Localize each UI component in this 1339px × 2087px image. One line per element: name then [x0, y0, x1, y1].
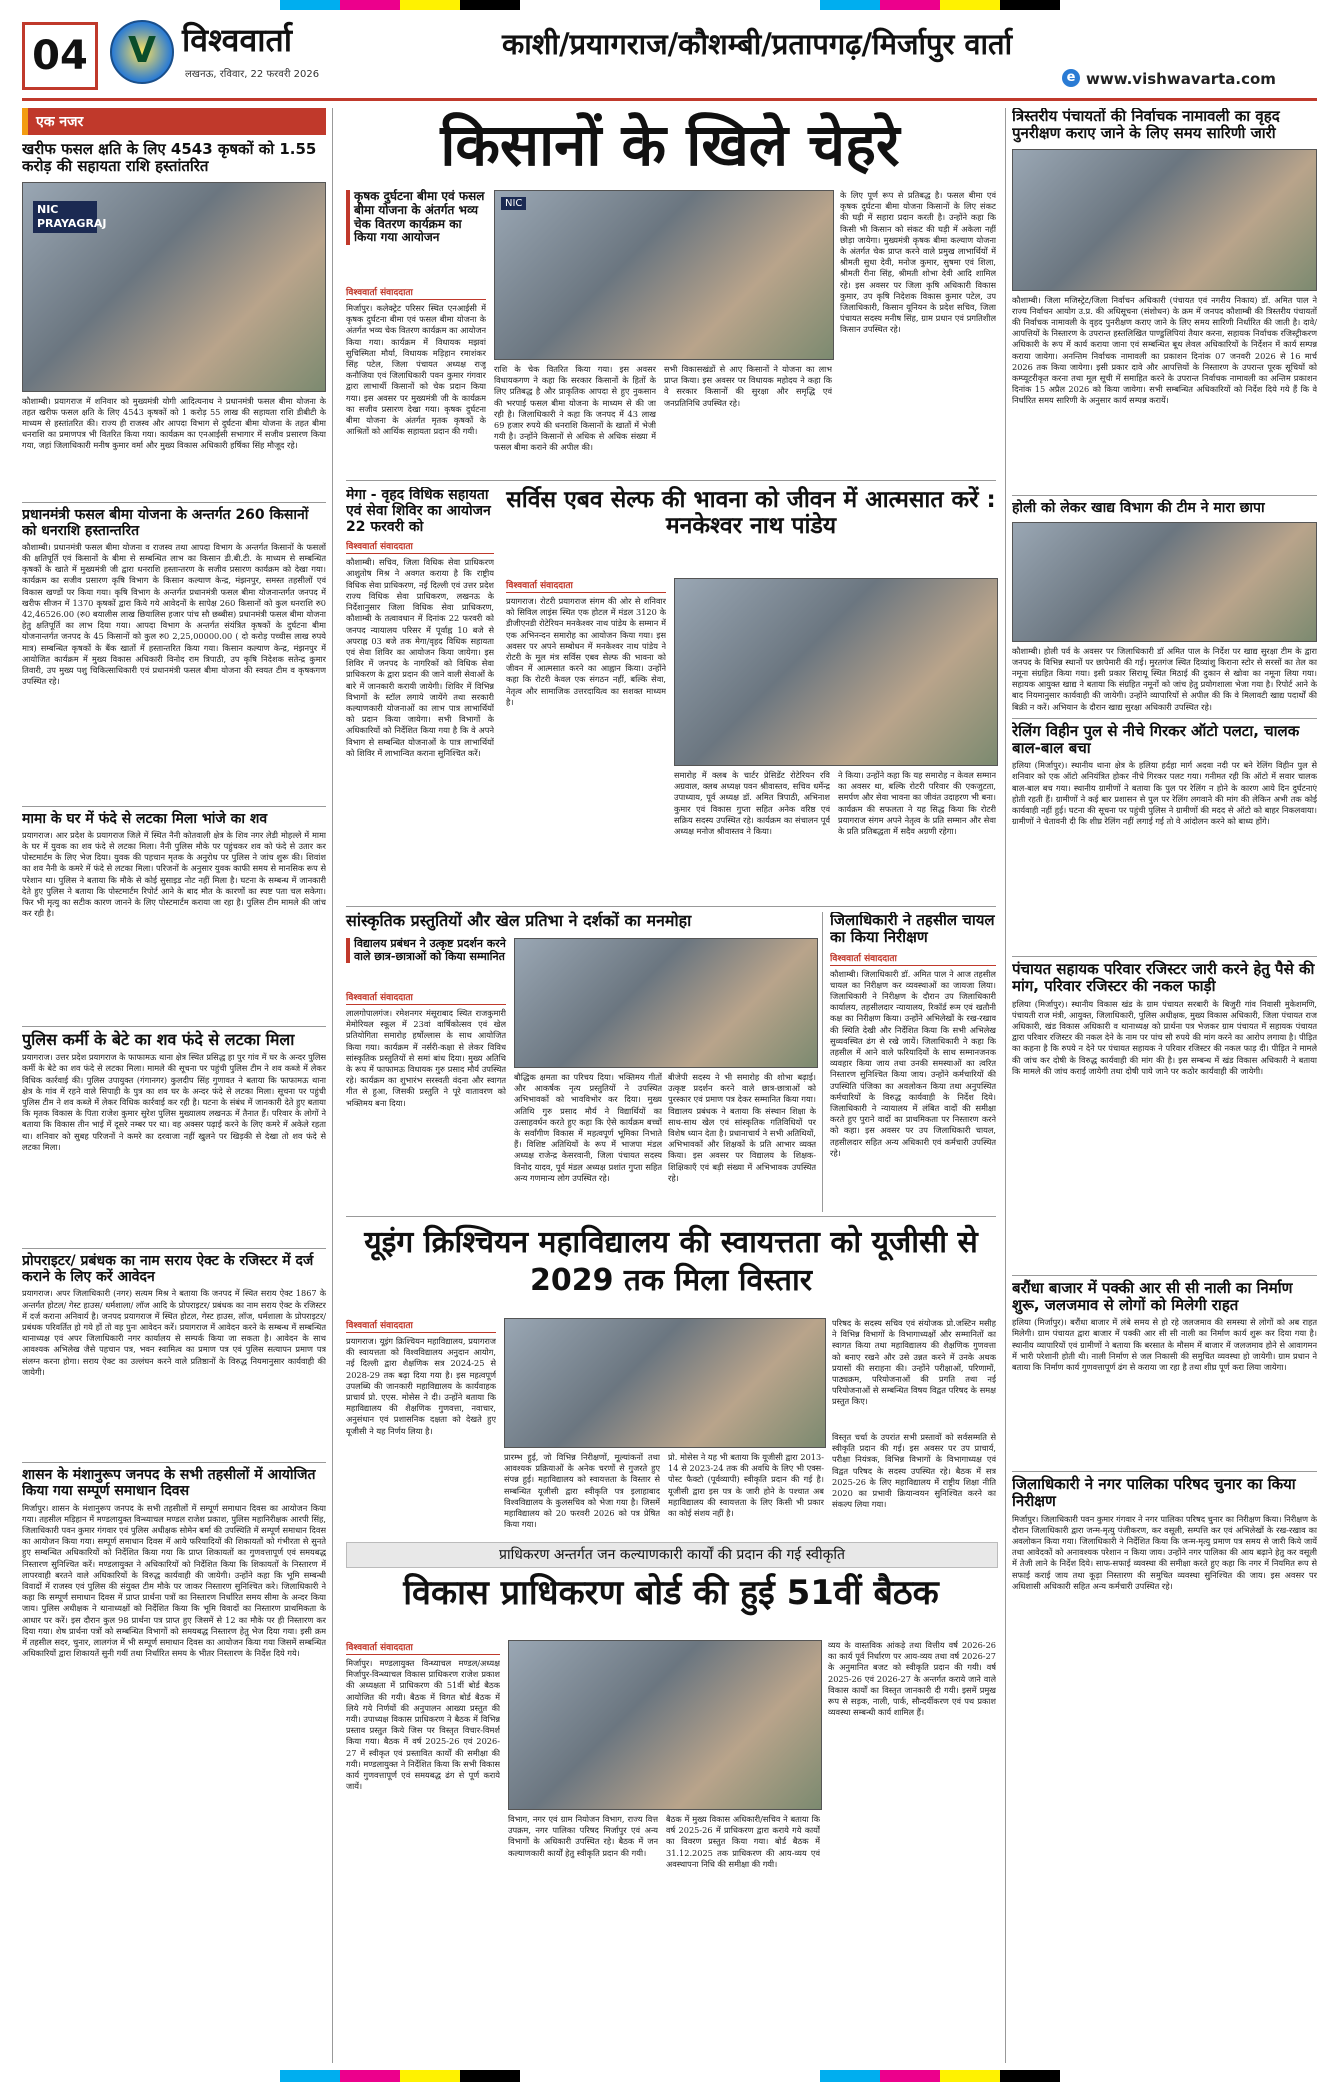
- section-tag: एक नजर: [22, 108, 326, 135]
- left-headline-4: पुलिस कर्मी के बेटे का शव फंदे से लटका मिला: [22, 1026, 326, 1049]
- college-body-1: प्रयागराज। यूइंग क्रिश्चियन महाविद्यालय, प्रयागराज की स्वायत्तता को विश्वविद्यालय अनुदान आयोग, नई दिल्ली द्वारा शैक्षणिक सत्र 2024-25 से 2028-29 तक बढ़ा दिया गया है। इस महत्वपूर्ण उपलब्धि की जानकारी महाविद्यालय के कार्यवाहक प्राचार्य प्रो. एएस. मोसेस ने दी। उन्होंने बताया कि महाविद्यालय की शैक्षणिक गुणवत्ता, नवाचार, अनुसंधान एवं प्रशासनिक दक्षता को देखते हुए यूजीसी ने यह निर्णय लिया है।: [346, 1336, 496, 1436]
- left-headline-3: मामा के घर में फंदे से लटका मिला भांजे का शव: [22, 806, 326, 827]
- culture-body-1: लालगोपालगंज। रमेशनगर मंसूराबाद स्थित राजकुमारी मेमोरियल स्कूल में 23वां वार्षिकोत्सव एवं खेल प्रतियोगिता समारोह हर्षोल्लास के साथ आयोजित किया गया। कार्यक्रम में नर्सरी-कक्षा से लेकर विविध सांस्कृतिक प्रस्तुतियों से समां बांध दिया। मुख्य अतिथि के रूप में फाफामऊ विधायक गुरु प्रसाद मौर्य उपस्थित रहे। कार्यक्रम का शुभारंभ सरस्वती वंदना और स्वागत गीत से हुआ, जिसकी प्रस्तुति ने पूरे वातावरण को भक्तिमय बना दिया।: [346, 1008, 506, 1108]
- right-headline-1: त्रिस्तरीय पंचायतों की निर्वाचक नामावली का वृहद पुनरीक्षण कराए जाने के लिए समय सारिणी जारी: [1012, 108, 1280, 143]
- main-deck: कृषक दुर्घटना बीमा एवं फसल बीमा योजना के अंतर्गत भव्य चेक वितरण कार्यक्रम का किया गया आयोजन: [346, 190, 486, 245]
- paper-name: विश्ववार्ता: [182, 21, 293, 59]
- column-rule-left: [332, 108, 333, 2063]
- left-body-1: कौशाम्बी। प्रयागराज में शनिवार को मुख्यमंत्री योगी आदित्यनाथ ने प्रधानमंत्री फसल बीमा योजना के तहत खरीफ फसल क्षति के लिए 4543 कृषकों को 1 करोड़ 55 लाख की सहायता राशि डीबीटी के माध्यम से हस्तांतरित की। राज्य ही राजस्व और आपदा विभाग से दुर्घटना बीमा योजना के तहत बीमा धनराशि का प्रमाणपत्र भी वितरित किया गया। कार्यक्रम का एनआईसी सभागार में सजीव प्रसारण किया गया, जहां जिलाधिकारी मनीष कुमार वर्मा और मुख्य विकास अधिकारी हर्षिका सिंह मौजूद रहे।: [22, 395, 326, 451]
- vda-body-3: बैठक में मुख्य विकास अधिकारी/सचिव ने बताया कि वर्ष 2025-26 में प्राधिकरण द्वारा कराये गये कार्यों का विवरण प्रस्तुत किया गया। बोर्ड बैठक में 31.12.2025 तक प्राधिकरण की आय-व्यय एवं अवस्थापना निधि की समीक्षा की गयी।: [666, 1814, 820, 1869]
- vda-body-4: व्यय के वास्तविक आंकड़े तथा वित्तीय वर्ष 2026-26 का कार्य पूर्व निर्धारण पर आय-व्यय तथा वर्ष 2026-27 के अनुमानित बजट को स्वीकृति प्रदान की गयी। वर्ष 2025-26 एवं 2026-27 के अन्तर्गत कराये जाने वाले विकास कार्यों का विस्तृत जानकारी दी गयी। इसमें प्रमुख रूप से सड़क, नाली, पार्क, सौन्दर्यीकरण एवं पथ प्रकाश व्यवस्था सम्बन्धी कार्य शामिल हैं।: [828, 1640, 996, 1718]
- rule-center-3: [346, 1216, 996, 1217]
- vda-headline: विकास प्राधिकरण बोर्ड की हुई 51वीं बैठक: [403, 1573, 939, 1613]
- culture-deck-box: [346, 938, 506, 963]
- masthead: [22, 14, 1317, 101]
- service-body-3: ने किया। उन्होंने कहा कि यह समारोह न केवल सम्मान का अवसर था, बल्कि रोटरी परिवार की एकजुटता, समर्पण और सेवा भावना का जीवंत उदाहरण भी बना। कार्यक्रम की सफलता ने यह सिद्ध किया कि रोटरी प्रयागराज संगम अपने नेतृत्व के प्रति सम्मान और सेवा के प्रति प्रतिबद्धता में सदैव अग्रणी रहेगा।: [838, 770, 996, 837]
- vda-col1: विश्ववार्ता संवाददाता मिर्जापुर। मण्डलायुक्त विन्ध्याचल मण्डल/अध्यक्ष मिर्जापुर-विन्ध्याचल विकास प्राधिकरण राजेश प्रकाश की अध्यक्षता में प्राधिकरण की 51वीं बोर्ड बैठक आयोजित की गयी। बैठक में विगत बोर्ड बैठक में लिये गये निर्णयों की अनुपालन आख्या प्रस्तुत की गयी। उपाध्यक्ष विकास प्राधिकरण ने बैठक में विभिन्न प्रस्ताव प्रस्तुत किये जिस पर विस्तृत विचार-विमर्श किया गया। बैठक में वर्ष 2025-26 एवं 2026-27 में स्वीकृत एवं प्रस्तावित कार्यों की समीक्षा की गयी। मण्डलायुक्त ने निर्देशित किया कि सभी विकास कार्य गुणवत्तापूर्ण एवं समयबद्ध ढंग से पूर्ण कराये जायें।: [346, 1640, 500, 2050]
- service-photo: [674, 578, 998, 766]
- culture-body-2: बौद्धिक क्षमता का परिचय दिया। भक्तिमय गीतों और आकर्षक नृत्य प्रस्तुतियों ने उपस्थित अभिभावकों को भावविभोर कर दिया। मुख्य अतिथि गुरु प्रसाद मौर्य ने विद्यार्थियों का उत्साहवर्धन करते हुए कहा कि ऐसे कार्यक्रम बच्चों के सर्वांगीण विकास में महत्वपूर्ण भूमिका निभाते हैं। विशिष्ट अतिथियों के रूप में भाजपा मंडल अध्यक्ष राजेन्द्र केसरवानी, जिला पंचायत सदस्य विनोद यादव, पूर्व मंडल अध्यक्ष प्रशांत गुप्ता सहित अन्य गणमान्य लोग उपस्थित रहे।: [514, 1072, 662, 1183]
- logo: V: [110, 20, 174, 84]
- service-headline: सर्विस एबव सेल्फ की भावना को जीवन में आत्मसात करें : मनकेश्वर नाथ पांडेय: [506, 487, 996, 540]
- college-col1: विश्ववार्ता संवाददाता प्रयागराज। यूइंग क्रिश्चियन महाविद्यालय, प्रयागराज की स्वायत्तता को विश्वविद्यालय अनुदान आयोग, नई दिल्ली द्वारा शैक्षणिक सत्र 2024-25 से 2028-29 तक बढ़ा दिया गया है। इस महत्वपूर्ण उपलब्धि की जानकारी महाविद्यालय के कार्यवाहक प्राचार्य प्रो. एएस. मोसेस ने दी। उन्होंने बताया कि महाविद्यालय की शैक्षणिक गुणवत्ता, नवाचार, अनुसंधान एवं प्रशासनिक दक्षता को देखते हुए यूजीसी ने यह निर्णय लिया है।: [346, 1318, 496, 1536]
- culture-body-3: बीजेपी सदस्य ने भी समारोह की शोभा बढ़ाई। उत्कृष्ट प्रदर्शन करने वाले छात्र-छात्राओं को पुरस्कार एवं प्रमाण पत्र देकर सम्मानित किया गया। विद्यालय प्रबंधक ने बताया कि संस्थान शिक्षा के साथ-साथ खेल एवं सांस्कृतिक गतिविधियों पर विशेष ध्यान देता है। प्रधानाचार्य ने सभी अतिथियों, अभिभावकों और शिक्षकों के प्रति आभार व्यक्त किया। इस अवसर पर विद्यालय के शिक्षक-शिक्षिकाएँ एवं बड़ी संख्या में अभिभावक उपस्थित रहे।: [668, 1072, 816, 1183]
- mega-shivir-story: मेगा - वृहद विधिक सहायता एवं सेवा शिविर का आयोजन 22 फरवरी को विश्ववार्ता संवाददाता कौशाम्बी। सचिव, जिला विधिक सेवा प्राधिकरण आशुतोष मिश्र ने अवगत कराया है कि राष्ट्रीय विधिक सेवा प्राधिकरण, नई दिल्ली एवं उत्तर प्रदेश राज्य विधिक सेवा प्राधिकरण, लखनऊ के निर्देशानुसार जिला विधिक सेवा प्राधिकरण, कौशाम्बी के तत्वावधान में दिनांक 22 फरवरी को जनपद न्यायालय परिसर में पूर्वाह्न 10 बजे से अपराह्न 03 बजे तक मेगा/वृहद विधिक सहायता एवं सेवा शिविर का आयोजन किया जायेगा। इस शिविर में जनपद के नागरिकों को विधिक सेवा प्राधिकरण के द्वारा प्रदान की जाने वाली सेवाओं के बारे में जानकारी करायी जायेगी। शिविर में विभिन्न विभागों के स्टॉल लगाये जायेंगे तथा सरकारी कल्याणकारी योजनाओं का लाभ पात्र लाभार्थियों को प्रदान किया जायेगा। सभी विभागों के अधिकारियों को निर्देशित किया गया है कि वे अपने विभाग से सम्बन्धित योजनाओं के पात्र लाभार्थियों को शिविर में लाभान्वित कराना सुनिश्चित करें।: [346, 487, 494, 897]
- culture-photo: [514, 938, 818, 1068]
- college-photo: [504, 1318, 826, 1448]
- left-body-4: प्रयागराज। उत्तर प्रदेश प्रयागराज के फाफामऊ थाना क्षेत्र स्थित प्रसिद्ध हा पुर गांव में घर के अन्दर पुलिस कर्मी के बेटे का शव फंदे से लटका मिला। मामले की सूचना पर पहुंची पुलिस टीम ने शव कब्जे में लेकर विधिक कार्रवाई की। पुलिस उपायुक्त (गंगानगर) कुलदीप सिंह गुणावत ने बताया कि फाफामऊ थाना क्षेत्र के गांव में रहने वाले सिपाही के पुत्र का शव घर के अन्दर फंदे से लटका मिला। सूचना पर पहुंची पुलिस टीम ने शव कब्जे में लेकर विधिक कार्रवाई कर रही है। घटना के संबंध में जानकारी देते हुए बताया कि मृतक विकास के पिता राजेश कुमार सुरेश पुलिस मुख्यालय लखनऊ में तैनात हैं। परिवार के लोगों ने बताया कि विकास तीन भाई में दूसरे नम्बर पर था। वह अक्सर पढ़ाई करने के लिए कमरे में अकेले रहता था। शनिवार को सुबह परिजनों ने कमरे का दरवाजा नहीं खुलने पर खिड़की से देखा तो शव फंदे से लटका मिला।: [22, 1052, 326, 1152]
- left-headline-6: शासन के मंशानुरूप जनपद के सभी तहसीलों में आयोजित किया गया सम्पूर्ण समाधान दिवस: [22, 1462, 326, 1499]
- right-body-4: हलिया (मिर्जापुर)। स्थानीय विकास खंड के ग्राम पंचायत सरबारी के बिजुरी गांव निवासी मुकेशमणि, पंचायती राज मंत्री, आयुक्त, जिलाधिकारी, पुलिस अधीक्षक, मुख्य विकास अधिकारी, जिला पंचायत राज अधिकारी, खंड विकास अधिकारी व थानाध्यक्ष को प्रार्थना पत्र भेजकर ग्राम पंचायत में सहायक पंचायत द्वारा परिवार रजिस्टर की नकल देने के नाम पर पांच सौ रुपये की मांग करने का आरोप लगाया है। पीड़ित का कहना है कि रुपये न देने पर पंचायत सहायक ने परिवार रजिस्टर की नकल फाड़ दी। पीड़ित ने मामले की जांच कर दोषी के विरुद्ध कार्यवाही की मांग की है। इस सम्बन्ध में खंड विकास अधिकारी ने बताया कि मामले की जांच कराई जायेगी तथा दोषी पाये जाने पर कठोर कार्यवाही की जायेगी।: [1012, 998, 1317, 1076]
- right-headline-6: जिलाधिकारी ने नगर पालिका परिषद चुनार का किया निरीक्षण: [1012, 1471, 1317, 1511]
- rule-center-1: [346, 480, 996, 481]
- main-photo: NIC: [494, 190, 834, 360]
- rule-center-2: [346, 906, 996, 907]
- dm-inspection-story: जिलाधिकारी ने तहसील चायल का किया निरीक्षण विश्ववार्ता संवाददाता कौशाम्बी। जिलाधिकारी डॉ. अमित पाल ने आज तहसील चायल का निरीक्षण कर व्यवस्थाओं का जायजा लिया। जिलाधिकारी ने निरीक्षण के दौरान उप जिलाधिकारी कार्यालय, तहसीलदार न्यायालय, रिकॉर्ड रूम एवं खतौनी कक्ष का निरीक्षण किया। उन्होंने अभिलेखों के रख-रखाव की स्थिति देखी और निर्देशित किया कि सभी अभिलेख सुव्यवस्थित ढंग से रखे जायें। जिलाधिकारी ने कहा कि तहसील में आने वाले फरियादियों के साथ सम्मानजनक व्यवहार किया जाय तथा उनकी समस्याओं का त्वरित निस्तारण सुनिश्चित किया जाय। उन्होंने कर्मचारियों की उपस्थिति पंजिका का अवलोकन किया तथा अनुपस्थित कर्मचारियों के विरुद्ध कार्यवाही के निर्देश दिये। जिलाधिकारी ने न्यायालय में लंबित वादों की समीक्षा करते हुए पुराने वादों का प्राथमिकता पर निस्तारण करने को कहा। इस अवसर पर उप जिलाधिकारी चायल, तहसीलदार सहित अन्य अधिकारी एवं कर्मचारी उपस्थित रहे।: [830, 912, 996, 1212]
- left-column: [22, 108, 326, 2068]
- main-headline: किसानों के खिले चेहरे: [440, 111, 900, 179]
- college-body-5: परिषद के सदस्य सचिव एवं संयोजक प्रो.जस्टिन मसीह ने विभिन्न विभागों के विभागाध्यक्षों और सम्मानितों का स्वागत किया तथा महाविद्यालय की शैक्षणिक गुणवत्ता को बनाए रखने और उसे उन्नत करने में उनके अथक प्रयासों की सराहना की। उन्होंने परीक्षाओं, परिणामों, पाठ्यक्रम, परियोजनाओं की प्रगति तथा नई परियोजनाओं से सम्बन्धित विषय विद्वत परिषद के समक्ष प्रस्तुत किए।: [832, 1318, 996, 1407]
- right-headline-5: बरौंधा बाजार में पक्की आर सी सी नाली का निर्माण शुरू, जलजमाव से लोगों को मिलेगी राहत: [1012, 1275, 1317, 1315]
- culture-headline: सांस्कृतिक प्रस्तुतियों और खेल प्रतिभा ने दर्शकों का मनमोहा: [346, 911, 692, 930]
- right-headline-3: रेलिंग विहीन पुल से नीचे गिरकर ऑटो पलटा, चालक बाल-बाल बचा: [1012, 718, 1317, 758]
- right-body-5: हलिया (मिर्जापुर)। बरौंधा बाजार में लंबे समय से हो रहे जलजमाव की समस्या से लोगों को अब राहत मिलेगी। ग्राम पंचायत द्वारा बाजार में पक्की आर सी सी नाली का निर्माण कार्य शुरू कर दिया गया है। स्थानीय व्यापारियों एवं ग्रामीणों ने बताया कि बरसात के मौसम में बाजार में जलजमाव होने से आवागमन में भारी परेशानी होती थी। नाली निर्माण से जल निकासी की समुचित व्यवस्था हो जायेगी। ग्राम प्रधान ने बताया कि निर्माण कार्य गुणवत्तापूर्ण ढंग से कराया जा रहा है तथा शीघ्र पूर्ण करा लिया जायेगा।: [1012, 1317, 1317, 1372]
- left-body-5: प्रयागराज। अपर जिलाधिकारी (नगर) सत्यम मिश्र ने बताया कि जनपद में स्थित सराय ऐक्ट 1867 के अन्तर्गत होटल/ गेस्ट हाउस/ धर्मशाला/ लॉज आदि के प्रोपराइटर/ प्रबंधक का नाम सराय ऐक्ट के रजिस्टर में दर्ज कराना अनिवार्य है। जनपद प्रयागराज में स्थित होटल, गेस्ट हाउस, लॉज, धर्मशाला के प्रोपराइटर/ प्रबंधक परिवर्तित हो गये हों तो वह पुनः आवेदन करें। प्रयागराज में आवेदन करने के सम्बन्ध में सम्बन्धित थानाध्यक्ष एवं अपर जिलाधिकारी नगर कार्यालय से सम्पर्क किया जा सकता है। आवेदन के साथ आवश्यक अभिलेख जैसे पहचान पत्र, भवन स्वामित्व का प्रमाण पत्र एवं पुलिस सत्यापन प्रमाण पत्र संलग्न करना होगा। सराय ऐक्ट का उल्लंघन करने वाले प्रतिष्ठानों के विरुद्ध नियमानुसार कार्यवाही की जायेगी।: [22, 1288, 326, 1377]
- left-headline-1: खरीफ फसल क्षति के लिए 4543 कृषकों को 1.55 करोड़ की सहायता राशि हस्तांतरित: [22, 140, 317, 176]
- right-body-2: कौशाम्बी। होली पर्व के अवसर पर जिलाधिकारी डॉ अमित पाल के निर्देश पर खाद्य सुरक्षा टीम के द्वारा जनपद के विभिन्न स्थानों पर छापेमारी की गई। मुरतगंज स्थित दिव्यांशु किराना स्टोर से सरसों का तेल का नमूना संग्रहित किया गया। इसी प्रकार सिराथू स्थित मिठाई की दुकान से खोवा का नमूना लिया गया। सहायक आयुक्त खाद्य ने बताया कि संग्रहित नमूनों को जांच हेतु प्रयोगशाला भेजा गया है। रिपोर्ट आने के बाद नियमानुसार कार्यवाही की जायेगी। उन्होंने व्यापारियों से अपील की कि वे मिलावटी खाद्य पदार्थों की बिक्री न करें। अभियान के दौरान खाद्य सुरक्षा अधिकारी उपस्थित रहे।: [1012, 645, 1317, 712]
- right-body-1: कौशाम्बी। जिला मजिस्ट्रेट/जिला निर्वाचन अधिकारी (पंचायत एवं नगरीय निकाय) डॉ. अमित पाल ने राज्य निर्वाचन आयोग उ.प्र. की अधिसूचना (संशोधन) के क्रम में जनपद कौशाम्बी की त्रिस्तरीय पंचायतों की निर्वाचक नामावली के वृहद पुनरीक्षण कराए जाने के लिए समय सारिणी निर्धारित की जाती है। दावे/आपत्तियों के निस्तारण के उपरान्त हस्तलिखित पाण्डुलिपियां तैयार करना, सहायक निर्वाचक रजिस्ट्रीकरण अधिकारी के रूप में कार्य कराया जाना एवं सम्बन्धित बूथ लेवल अधिकारियों के निर्देशन में कार्य सम्पन्न कराया जायेगा। अनन्तिम निर्वाचक नामावली का प्रकाशन दिनांक 07 जनवरी 2026 से 16 मार्च 2026 तक किया जायेगा। इसी प्रकार दावे और आपत्तियों के निस्तारण के उपरान्त पूरक सूचियों को कम्प्यूटरीकृत करना तथा मूल सूची में समाहित करने के उपरान्त निर्वाचक नामावली का अन्तिम प्रकाशन दिनांक 15 अप्रैल 2026 को किया जायेगा। सभी सम्बन्धित अधिकारियों को निर्देश दिये गये हैं कि वे निर्धारित समय सारिणी के अनुसार कार्य सम्पन्न करायें।: [1012, 294, 1317, 406]
- left-body-6: मिर्जापुर। शासन के मंशानुरूप जनपद के सभी तहसीलों में सम्पूर्ण समाधान दिवस का आयोजन किया गया। तहसील मड़िहान में मण्डलायुक्त विन्ध्याचल मण्डल राजेश प्रकाश, पुलिस महानिरीक्षक आरपी सिंह, जिलाधिकारी पवन कुमार गंगवार एवं पुलिस अधीक्षक सोमेन बर्मा की उपस्थिति में सम्पूर्ण समाधान दिवस का आयोजन किया गया। सम्पूर्ण समाधान दिवस में आये फरियादियों की शिकायतों को गंभीरता से सुनते हुए सम्बन्धित अधिकारियों को निर्देशित किया गया कि प्राप्त शिकायतों का गुणवत्तापूर्ण एवं समयबद्ध निस्तारण सुनिश्चित करें। मण्डलायुक्त ने अधिकारियों को निर्देशित किया कि शिकायतों के निस्तारण में लापरवाही बरतने वाले अधिकारियों के विरुद्ध कार्यवाही की जायेगी। उन्होंने कहा कि भूमि सम्बन्धी विवादों में राजस्व एवं पुलिस की संयुक्त टीम मौके पर जाकर निस्तारण सुनिश्चित करे। जिलाधिकारी ने कहा कि सम्पूर्ण समाधान दिवस में प्राप्त प्रार्थना पत्रों का निस्तारण निर्धारित समय सीमा के अन्दर किया जाय। पुलिस अधीक्षक ने थानाध्यक्षों को निर्देशित किया कि भूमि विवादों का निस्तारण प्राथमिकता के आधार पर करें। इस दौरान कुल 98 प्रार्थना पत्र प्राप्त हुए जिसमें से 12 का मौके पर ही निस्तारण कर दिया गया। शेष प्रार्थना पत्रों को सम्बन्धित विभागों को समयबद्ध निस्तारण हेतु भेज दिया गया। इसी क्रम में तहसील सदर, चुनार, लालगंज में भी सम्पूर्ण समाधान दिवस का आयोजन किया गया जिसमें सम्बन्धित अधिकारियों द्वारा शिकायतें सुनी गयीं तथा निर्धारित समय के भीतर निस्तारण के निर्देश दिये गये।: [22, 1502, 326, 1659]
- main-body-3: सभी विकासखंडों से आए किसानों ने योजना का लाभ प्राप्त किया। इस अवसर पर विधायक महोदय ने कहा कि वे सरकार किसानों की सुरक्षा और समृद्धि एवं जनप्रतिनिधि उपस्थित रहे।: [664, 364, 832, 408]
- main-body-4: के लिए पूर्ण रूप से प्रतिबद्ध है। फसल बीमा एवं कृषक दुर्घटना बीमा योजना किसानों के लिए संकट की घड़ी में सहारा प्रदान करती है। उन्होंने कहा कि किसी भी किसान को संकट की घड़ी में अकेला नहीं छोड़ा जायेगा। मुख्यमंत्री कृषक बीमा कल्याण योजना के अंतर्गत चेक प्राप्त करने वाले प्रमुख लाभार्थियों में श्रीमती सुधा देवी, मनोज कुमार, सुषमा एवं शिला, श्रीमती रीना सिंह, श्रीमती शोभा देवी आदि शामिल रहे। इस अवसर पर जिला कृषि अधिकारी विकास कुमार, उप कृषि निदेशक विकास कुमार पटेल, उप जिलाधिकारी, किसान यूनियन के प्रदेश सचिव, जिला पंचायत सदस्य मनीष सिंह, ग्राम प्रधान एवं प्रगतिशील किसान उपस्थित रहे।: [840, 190, 996, 335]
- vda-body-2: विभाग, नगर एवं ग्राम नियोजन विभाग, राज्य वित्त उपक्रम, नगर पालिका परिषद मिर्जापुर एवं अन्य विभागों के अधिकारी उपस्थित रहे। बैठक में जन कल्याणकारी कार्यों हेतु स्वीकृति प्रदान की गयी।: [508, 1814, 658, 1858]
- website-icon: e: [1062, 69, 1080, 87]
- main-body-1: मिर्जापुर। कलेक्ट्रेट परिसर स्थित एनआईसी में कृषक दुर्घटना बीमा एवं फसल बीमा योजना के अंतर्गत भव्य चेक वितरण कार्यक्रम का आयोजन किया गया। कार्यक्रम में विधायक मझवां सुचिस्मिता मौर्या, विधायक मड़िहान रमाशंकर सिंह पटेल, जिला पंचायत अध्यक्ष राजू कनौजिया एवं जिलाधिकारी पवन कुमार गंगवार द्वारा लाभार्थी किसानों को चेक प्रदान किया गया। इस अवसर पर मुख्यमंत्री जी के कार्यक्रम का सजीव प्रसारण देखा गया। कृषक दुर्घटना बीमा योजना के अंतर्गत मृतक कृषकों के आश्रितों को आर्थिक सहायता प्रदान की गयी।: [346, 303, 486, 437]
- main-story-col1: विश्ववार्ता संवाददाता मिर्जापुर। कलेक्ट्रेट परिसर स्थित एनआईसी में कृषक दुर्घटना बीमा एवं फसल बीमा योजना के अंतर्गत भव्य चेक वितरण कार्यक्रम का आयोजन किया गया। कार्यक्रम में विधायक मझवां सुचिस्मिता मौर्या, विधायक मड़िहान रमाशंकर सिंह पटेल, जिला पंचायत अध्यक्ष राजू कनौजिया एवं जिलाधिकारी पवन कुमार गंगवार द्वारा लाभार्थी किसानों को चेक प्रदान किया गया। इस अवसर पर मुख्यमंत्री जी के कार्यक्रम का सजीव प्रसारण देखा गया। कृषक दुर्घटना बीमा योजना के अंतर्गत मृतक कृषकों के आश्रितों को आर्थिक सहायता प्रदान की गयी।: [346, 285, 486, 493]
- college-body-2: प्रारम्भ हुई, जो विभिन्न निरीक्षणों, मूल्यांकनों तथा आवश्यक प्रक्रियाओं के अनेक चरणों से गुजरते हुए संपन्न हुई। महाविद्यालय को स्वायत्तता के विस्तार से सम्बन्धित यूजीसी द्वारा स्वीकृति पत्र इलाहाबाद विश्वविद्यालय के कुलसचिव को भेजा गया है। जिसमें महाविद्यालय को 20 फरवरी 2026 को पत्र प्रेषित किया गया।: [504, 1452, 660, 1530]
- left-body-2: कौशाम्बी। प्रधानमंत्री फसल बीमा योजना व राजस्व तथा आपदा विभाग के अन्तर्गत किसानों के फसलों की क्षतिपूर्ति एवं किसानों के बीमा से सम्बन्धित लाभ का किसान डी.बी.टी. के माध्यम से सम्बन्धित कृषकों के खाते में मुख्यमंत्री जी द्वारा धनराशि हस्तान्तरण के सजीव प्रसारण कार्यक्रम को देखा गया। कार्यक्रम का सजीव प्रसारण कृषि विभाग के किसान कल्याण केन्द्र, मंझनपुर, समस्त तहसीलों एवं विकास खण्डों पर किया गया। कृषि विभाग के अन्तर्गत प्रधानमंत्री फसल बीमा योजनान्तर्गत जनपद में खरीफ सीजन में 1370 कृषकों द्वारा किये गये आवेदनों के सापेक्ष 260 किसानों को कुल धनराशि रु0 42,46526.00 (रु0 बयालीस लाख छियालिस हजार पांच सौ छब्बीस) प्रधानमंत्री फसल बीमा योजना हेतु क्षतिपूर्ति का लाभ दिया गया। आपदा विभाग के अन्तर्गत संयंत्रित कृषकों के दुर्घटना बीमा योजनान्तर्गत जनपद के 45 किसानों को कुल रु0 2,25,00000.00 ( दो करोड़ पच्चीस लाख रुपये मात्र) सम्बन्धित कृषकों के बैंक खातों में हस्तान्तरित किया गया। किसान कल्याण केन्द्र, मंझनपुर में आयोजित कार्यक्रम में मुख्य विकास अधिकारी विनोद राम त्रिपाठी, उप कृषि निदेशक सतेन्द्र कुमार तिवारी, उप मुख्य पशु चिकित्साधिकारी एवं प्रधानमंत्री फसल बीमा योजना की स्वयत टीम व कृषकगण उपस्थित रहे।: [22, 541, 326, 687]
- bottom-registration-strip: [0, 2070, 1339, 2082]
- college-body-3: प्रो. मोसेस ने यह भी बताया कि यूजीसी द्वारा 2013-14 से 2023-24 तक की अवधि के लिए भी एक्स-पोस्ट फैक्टो (पूर्वव्यापी) स्वीकृति प्रदान की गई है। यूजीसी द्वारा इस पत्र के जारी होने के पश्चात अब महाविद्यालय की स्वायत्तता के लिए किसी भी प्रकार का कोई संशय नहीं है।: [668, 1452, 824, 1519]
- edition-date: लखनऊ, रविवार, 22 फरवरी 2026: [185, 69, 320, 80]
- dm-body: कौशाम्बी। जिलाधिकारी डॉ. अमित पाल ने आज तहसील चायल का निरीक्षण कर व्यवस्थाओं का जायजा लिया। जिलाधिकारी ने निरीक्षण के दौरान उप जिलाधिकारी कार्यालय, तहसीलदार न्यायालय, रिकॉर्ड रूम एवं खतौनी कक्ष का निरीक्षण किया। उन्होंने अभिलेखों के रख-रखाव की स्थिति देखी और निर्देशित किया कि सभी अभिलेख सुव्यवस्थित ढंग से रखे जायें। जिलाधिकारी ने कहा कि तहसील में आने वाले फरियादियों के साथ सम्मानजनक व्यवहार किया जाय तथा उनकी समस्याओं का त्वरित निस्तारण सुनिश्चित किया जाय। उन्होंने कर्मचारियों की उपस्थिति पंजिका का अवलोकन किया तथा अनुपस्थित कर्मचारियों के विरुद्ध कार्यवाही के निर्देश दिये। जिलाधिकारी ने न्यायालय में लंबित वादों की समीक्षा करते हुए पुराने वादों का प्राथमिकता पर निस्तारण करने को कहा। इस अवसर पर उप जिलाधिकारी चायल, तहसीलदार सहित अन्य अधिकारी एवं कर्मचारी उपस्थित रहे।: [830, 968, 996, 1158]
- main-body-2: राशि के चेक वितरित किया गया। इस अवसर विधायकगण ने कहा कि सरकार किसानों के हितों के लिए प्रतिबद्ध है और प्राकृतिक आपदा से हुए नुकसान की भरपाई फसल बीमा योजना के माध्यम से की जा रही है। जिलाधिकारी ने कहा कि जनपद में 43 लाख 69 हजार रुपये की धनराशि किसानों के खातों में भेजी गयी है। उन्होंने किसानों से अधिक से अधिक संख्या में फसल बीमा कराने की अपील की।: [494, 364, 656, 453]
- mega-headline: मेगा - वृहद विधिक सहायता एवं सेवा शिविर का आयोजन 22 फरवरी को: [346, 487, 491, 536]
- dm-headline: जिलाधिकारी ने तहसील चायल का किया निरीक्षण: [830, 912, 995, 947]
- service-body-1: प्रयागराज। रोटरी प्रयागराज संगम की ओर से शनिवार को सिविल लाइंस स्थित एक होटल में मंडल 3120 के डीजीएनडी रोटेरियन मनकेश्वर नाथ पांडेय के सम्मान में एक अभिनन्दन समारोह का आयोजन किया गया। इस अवसर पर अपने सम्बोधन में मनकेश्वर नाथ पांडेय ने रोटरी के मूल मंत्र सर्विस एबव सेल्फ की भावना को जीवन में आत्मसात करने का आह्वान किया। उन्होंने कहा कि रोटरी केवल एक संगठन नहीं, बल्कि सेवा, नेतृत्व और सामाजिक उत्तरदायित्व का सशक्त माध्यम है।: [506, 596, 666, 707]
- mega-body: कौशाम्बी। सचिव, जिला विधिक सेवा प्राधिकरण आशुतोष मिश्र ने अवगत कराया है कि राष्ट्रीय विधिक सेवा प्राधिकरण, नई दिल्ली एवं उत्तर प्रदेश राज्य विधिक सेवा प्राधिकरण, लखनऊ के निर्देशानुसार जिला विधिक सेवा प्राधिकरण, कौशाम्बी के तत्वावधान में दिनांक 22 फरवरी को जनपद न्यायालय परिसर में पूर्वाह्न 10 बजे से अपराह्न 03 बजे तक मेगा/वृहद विधिक सहायता एवं सेवा शिविर का आयोजन किया जायेगा। इस शिविर में जनपद के नागरिकों को विधिक सेवा प्राधिकरण के द्वारा प्रदान की जाने वाली सेवाओं के बारे में जानकारी करायी जायेगी। शिविर में विभिन्न विभागों के स्टॉल लगाये जायेंगे तथा सरकारी कल्याणकारी योजनाओं का लाभ पात्र लाभार्थियों को प्रदान किया जायेगा। सभी विभागों के अधिकारियों को निर्देशित किया गया है कि वे अपने विभाग से सम्बन्धित योजनाओं के पात्र लाभार्थियों को शिविर में लाभान्वित कराना सुनिश्चित करें।: [346, 557, 494, 758]
- left-body-3: प्रयागराज। आर प्रदेश के प्रयागराज जिले में स्थित नैनी कोतवाली क्षेत्र के शिव नगर लेडी मोहल्ले में मामा के घर में युवक का शव फंदे से लटका मिला। नैनी पुलिस मौके पर पहुंचकर शव को फंदे से उतार कर पोस्टमार्टम के लिए भेज दिया। युवक की पहचान मृतक के अनुरोध पर पुलिस ने जांच शुरू की। शिवांश का शव नैनी के कमरे में फंदे से लटका मिला। परिजनों के अनुसार युवक काफी समय से मानसिक रूप से परेशान था। पुलिस ने बताया कि मौके से कोई सुसाइड नोट नहीं मिला है। घटना के सम्बन्ध में जानकारी देते हुए पुलिस ने बताया कि पोस्टमार्टम रिपोर्ट आने के बाद मौत के कारणों का स्पष्ट पता चल सकेगा। फिर भी मृत्यु का सटीक कारण जानने के लिए पोस्टमार्टम कराया जा रहा है। पुलिस टीम मामले की जांच कर रही है।: [22, 829, 326, 919]
- right-headline-4: पंचायत सहायक परिवार रजिस्टर जारी करने हेतु पैसे की मांग, परिवार रजिस्टर की नकल फाड़ी: [1012, 956, 1317, 996]
- college-body-6: विस्तृत चर्चा के उपरांत सभी प्रस्तावों को सर्वसम्मति से स्वीकृति प्रदान की गई। इस अवसर पर उप प्राचार्य, परीक्षा नियंत्रक, विभिन्न विभागों के विभागाध्यक्ष एवं विद्वत परिषद के सदस्य उपस्थित रहे। बैठक में सत्र 2025-26 के लिए महाविद्यालय में राष्ट्रीय शिक्षा नीति 2020 का प्रभावी क्रियान्वयन सुनिश्चित करने का संकल्प लिया गया।: [832, 1432, 996, 1510]
- culture-deck: विद्यालय प्रबंधन ने उत्कृष्ट प्रदर्शन करने वाले छात्र-छात्राओं को किया सम्मानित: [346, 938, 506, 963]
- right-photo-1: [1012, 149, 1317, 291]
- right-column: [1012, 108, 1317, 2068]
- vda-body-1: मिर्जापुर। मण्डलायुक्त विन्ध्याचल मण्डल/अध्यक्ष मिर्जापुर-विन्ध्याचल विकास प्राधिकरण राजेश प्रकाश की अध्यक्षता में प्राधिकरण की 51वीं बोर्ड बैठक आयोजित की गयी। बैठक में विगत बोर्ड बैठक में लिये गये निर्णयों की अनुपालन आख्या प्रस्तुत की गयी। उपाध्यक्ष विकास प्राधिकरण ने बैठक में विभिन्न प्रस्ताव प्रस्तुत किये जिस पर विस्तृत विचार-विमर्श किया गया। बैठक में वर्ष 2025-26 एवं 2026-27 में स्वीकृत एवं प्रस्तावित कार्यों की समीक्षा की गयी। मण्डलायुक्त ने निर्देशित किया कि सभी विकास कार्य गुणवत्तापूर्ण एवं समयबद्ध ढंग से पूर्ण कराये जायें।: [346, 1658, 500, 1792]
- right-headline-2: होली को लेकर खाद्य विभाग की टीम ने मारा छापा: [1012, 495, 1317, 516]
- service-col1: विश्ववार्ता संवाददाता प्रयागराज। रोटरी प्रयागराज संगम की ओर से शनिवार को सिविल लाइंस स्थित एक होटल में मंडल 3120 के डीजीएनडी रोटेरियन मनकेश्वर नाथ पांडेय के सम्मान में एक अभिनन्दन समारोह का आयोजन किया गया। इस अवसर पर अपने सम्बोधन में मनकेश्वर नाथ पांडेय ने रोटरी के मूल मंत्र सर्विस एबव सेल्फ की भावना को जीवन में आत्मसात करने का आह्वान किया। उन्होंने कहा कि रोटरी केवल एक संगठन नहीं, बल्कि सेवा, नेतृत्व और सामाजिक उत्तरदायित्व का सशक्त माध्यम है।: [506, 578, 666, 894]
- photo-label: NIC PRAYAGRAJ: [33, 201, 97, 233]
- right-body-3: हलिया (मिर्जापुर)। स्थानीय थाना क्षेत्र के हलिया हर्दहा मार्ग अदवा नदी पर बने रेलिंग विहीन पुल से शनिवार को एक ऑटो अनियंत्रित होकर नीचे गिरकर पलट गया। गनीमत रही कि ऑटो में सवार चालक बाल-बाल बच गया। स्थानीय ग्रामीणों ने बताया कि पुल पर रेलिंग न होने के कारण आये दिन दुर्घटनाएं होती रहती हैं। ग्रामीणों ने कई बार प्रशासन से पुल पर रेलिंग लगवाने की मांग की लेकिन अभी तक कोई कार्यवाही नहीं हुई। घटना की सूचना पर पहुंची पुलिस ने ग्रामीणों की मदद से ऑटो को बाहर निकलवाया। ग्रामीणों ने चेतावनी दी कि शीघ्र रेलिंग नहीं लगाई गई तो वे आंदोलन करने को बाध्य होंगे।: [1012, 760, 1317, 827]
- vda-photo: [508, 1640, 822, 1810]
- left-photo-1: [22, 182, 326, 392]
- culture-col1: विश्ववार्ता संवाददाता लालगोपालगंज। रमेशनगर मंसूराबाद स्थित राजकुमारी मेमोरियल स्कूल में 23वां वार्षिकोत्सव एवं खेल प्रतियोगिता समारोह हर्षोल्लास के साथ आयोजित किया गया। कार्यक्रम में नर्सरी-कक्षा से लेकर विविध सांस्कृतिक प्रस्तुतियों से समां बांध दिया। मुख्य अतिथि के रूप में फाफामऊ विधायक गुरु प्रसाद मौर्य उपस्थित रहे। कार्यक्रम का शुभारंभ सरस्वती वंदना और स्वागत गीत से हुआ, जिसकी प्रस्तुति ने पूरे वातावरण को भक्तिमय बना दिया।: [346, 990, 506, 1204]
- vda-kicker: प्राधिकरण अन्तर्गत जन कल्याणकारी कार्यों की प्रदान की गई स्वीकृति: [346, 1542, 998, 1568]
- top-registration-strip: [0, 0, 1339, 10]
- page-number: 04: [22, 22, 98, 90]
- college-headline: यूइंग क्रिश्चियन महाविद्यालय की स्वायत्तता को यूजीसी से 2029 तक मिला विस्तार: [364, 1225, 978, 1298]
- service-body-2: समारोह में क्लब के चार्टर प्रेसिडेंट रोटेरियन रवि अग्रवाल, क्लब अध्यक्ष पवन श्रीवास्तव, सचिव धर्मेन्द्र उपाध्याय, पूर्व अध्यक्ष डॉ. अमित त्रिपाठी, अभिनाश कुमार एवं विकास गुप्ता सहित अनेक वरिष्ठ एवं सक्रिय सदस्य उपस्थित रहे। कार्यक्रम का संचालन पूर्व अध्यक्ष मनोज श्रीवास्तव ने किया।: [674, 770, 830, 837]
- main-story-deck: [346, 190, 486, 245]
- section-title: काशी/प्रयागराज/कौशम्बी/प्रतापगढ़/मिर्जापुर वार्ता: [502, 27, 1013, 61]
- left-headline-2: प्रधानमंत्री फसल बीमा योजना के अन्तर्गत 260 किसानों को धनराशि हस्तान्तरित: [22, 502, 326, 539]
- right-photo-2: [1012, 522, 1317, 642]
- website-url[interactable]: www.vishwavarta.com: [1086, 70, 1276, 88]
- right-body-6: मिर्जापुर। जिलाधिकारी पवन कुमार गंगवार ने नगर पालिका परिषद चुनार का निरीक्षण किया। निरीक्षण के दौरान जिलाधिकारी द्वारा जन्म-मृत्यु पंजीकरण, कर वसूली, सम्पत्ति कर एवं अभिलेखों के रख-रखाव का अवलोकन किया गया। जिलाधिकारी ने निर्देशित किया कि जन्म-मृत्यु प्रमाण पत्र समय से जारी किये जायें तथा आवेदकों को अनावश्यक परेशान न किया जाय। उन्होंने नगर पालिका की आय बढ़ाने हेतु कर वसूली में तेजी लाने के निर्देश दिये। साफ-सफाई व्यवस्था की समीक्षा करते हुए कहा कि नगर में नियमित रूप से सफाई कराई जाय तथा कूड़ा निस्तारण की समुचित व्यवस्था सुनिश्चित की जाय। इस अवसर पर अधिशासी अधिकारी सहित अन्य कर्मचारी उपस्थित रहे।: [1012, 1513, 1317, 1591]
- rule-culture-dm: [822, 912, 823, 1212]
- column-rule-right: [1005, 108, 1006, 2063]
- left-headline-5: प्रोपराइटर/ प्रबंधक का नाम सराय ऐक्ट के रजिस्टर में दर्ज कराने के लिए करें आवेदन: [22, 1248, 326, 1285]
